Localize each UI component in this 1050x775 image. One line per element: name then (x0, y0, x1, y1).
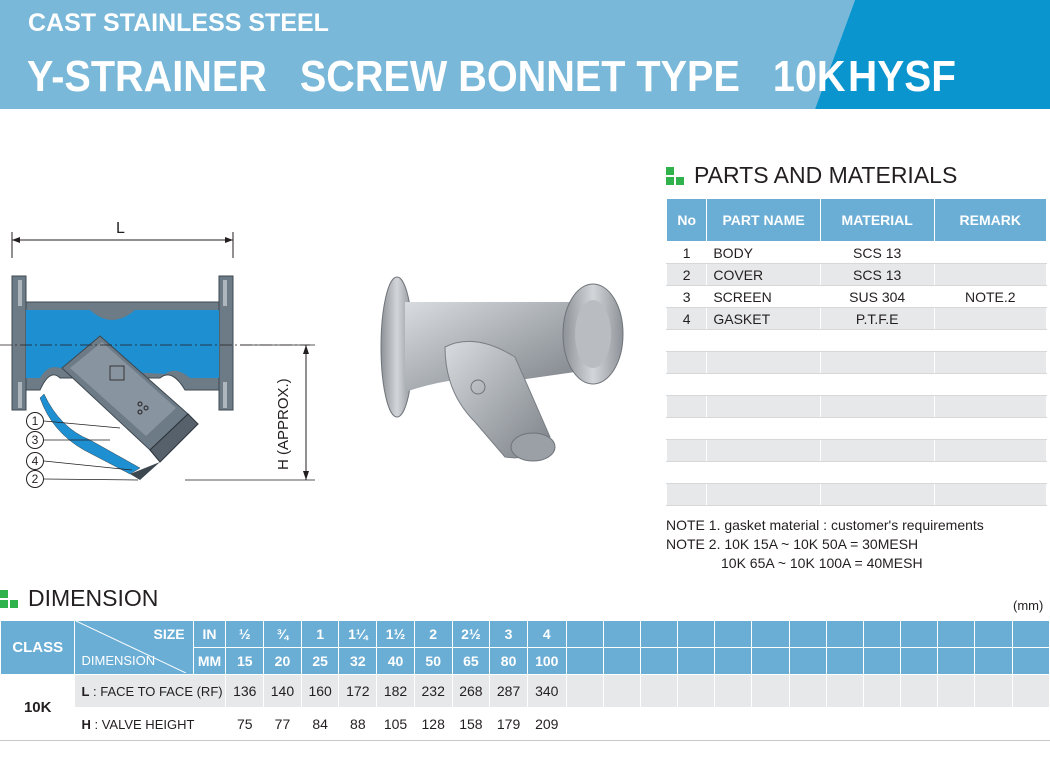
height-label: H (APPROX.) (275, 378, 292, 470)
parts-empty-cell (820, 330, 934, 352)
blank-header-cell (752, 621, 789, 648)
part-name: SCREEN (707, 286, 820, 308)
page-header (0, 0, 1050, 109)
parts-empty-cell (707, 374, 820, 396)
row-h-desc: : VALVE HEIGHT (90, 716, 195, 732)
blank-header-cell (938, 648, 975, 675)
size-mm-cell: 50 (414, 648, 452, 675)
notes (666, 516, 984, 573)
blank-header-cell (640, 648, 677, 675)
header-title: Y-STRAINER SCREW BONNET TYPE 10K (27, 52, 846, 101)
parts-empty-cell (707, 330, 820, 352)
part-remark (934, 264, 1046, 286)
parts-empty-cell (820, 374, 934, 396)
callout-1-label: 1 (31, 414, 39, 428)
parts-empty-row (667, 484, 1047, 506)
blank-cell (752, 675, 789, 708)
col-no: No (667, 199, 707, 242)
note-2: NOTE 2. 10K 15A ~ 10K 50A = 30MESH (666, 536, 919, 552)
parts-empty-row (667, 440, 1047, 462)
size-mm-cell: 65 (452, 648, 490, 675)
callout-1 (26, 412, 44, 430)
dimension-title (0, 585, 158, 612)
col-part-name: PART NAME (707, 199, 820, 242)
section-marker-icon (0, 590, 18, 608)
parts-empty-cell (667, 440, 707, 462)
parts-title (666, 162, 957, 189)
size-in-cell: 1 (301, 621, 339, 648)
size-mm-cell: 100 (527, 648, 566, 675)
parts-empty-cell (934, 462, 1046, 484)
blank-cell (603, 675, 640, 708)
blank-cell (826, 708, 863, 741)
part-no: 2 (667, 264, 707, 286)
row-l-key: L (81, 683, 90, 699)
value-h-cell: 84 (301, 708, 339, 741)
size-in-cell: 4 (527, 621, 566, 648)
part-material: SUS 304 (820, 286, 934, 308)
blank-header-cell (938, 621, 975, 648)
product-photo (375, 262, 625, 482)
value-l-cell: 287 (490, 675, 528, 708)
dimension-row-l (1, 675, 1050, 708)
blank-cell (863, 675, 900, 708)
parts-empty-cell (667, 462, 707, 484)
blank-cell (789, 675, 826, 708)
blank-header-cell (603, 621, 640, 648)
blank-cell (678, 708, 715, 741)
section-marker-icon (666, 167, 684, 185)
blank-header-cell (603, 648, 640, 675)
parts-empty-cell (707, 440, 820, 462)
blank-cell (1012, 708, 1049, 741)
parts-row (667, 308, 1047, 330)
parts-title-text: PARTS AND MATERIALS (694, 162, 958, 188)
blank-cell (566, 708, 603, 741)
blank-header-cell (826, 621, 863, 648)
size-in-cell: ¾ (264, 621, 302, 648)
parts-empty-row (667, 418, 1047, 440)
parts-empty-row (667, 352, 1047, 374)
blank-cell (938, 675, 975, 708)
parts-empty-row (667, 374, 1047, 396)
size-mm-cell: 15 (226, 648, 264, 675)
parts-empty-cell (934, 440, 1046, 462)
blank-header-cell (826, 648, 863, 675)
blank-cell (715, 708, 752, 741)
parts-empty-cell (820, 440, 934, 462)
blank-header-cell (678, 621, 715, 648)
blank-cell (938, 708, 975, 741)
value-h-cell: 75 (226, 708, 264, 741)
parts-empty-cell (934, 330, 1046, 352)
part-no: 3 (667, 286, 707, 308)
blank-header-cell (901, 621, 938, 648)
parts-empty-cell (667, 396, 707, 418)
part-no: 1 (667, 242, 707, 264)
parts-empty-row (667, 462, 1047, 484)
size-mm-cell: 80 (490, 648, 528, 675)
blank-header-cell (863, 621, 900, 648)
blank-cell (975, 675, 1012, 708)
parts-empty-cell (667, 418, 707, 440)
dimension-header: DIMENSION (75, 648, 193, 675)
note-2-continued: 10K 65A ~ 10K 100A = 40MESH (721, 555, 923, 571)
mm-header: MM (193, 648, 226, 675)
size-in-cell: 2 (414, 621, 452, 648)
blank-cell (1012, 675, 1049, 708)
blank-header-cell (715, 648, 752, 675)
parts-empty-row (667, 330, 1047, 352)
dimension-unit: (mm) (1013, 598, 1044, 613)
size-in-cell: 3 (490, 621, 528, 648)
parts-empty-cell (820, 462, 934, 484)
blank-cell (603, 708, 640, 741)
parts-empty-cell (934, 396, 1046, 418)
parts-empty-cell (707, 418, 820, 440)
value-l-cell: 268 (452, 675, 490, 708)
blank-cell (826, 675, 863, 708)
value-h-cell: 88 (339, 708, 377, 741)
blank-cell (566, 675, 603, 708)
part-name: COVER (707, 264, 820, 286)
part-material: P.T.F.E (820, 308, 934, 330)
blank-cell (901, 708, 938, 741)
length-label: L (116, 220, 125, 237)
header-model: HYSF (848, 52, 956, 101)
size-mm-cell: 40 (377, 648, 415, 675)
size-in-cell: 1½ (377, 621, 415, 648)
blank-cell (678, 675, 715, 708)
blank-header-cell (901, 648, 938, 675)
value-h-cell: 158 (452, 708, 490, 741)
blank-header-cell (1012, 621, 1049, 648)
row-l-label (75, 675, 226, 708)
part-no: 4 (667, 308, 707, 330)
value-l-cell: 160 (301, 675, 339, 708)
part-remark (934, 242, 1046, 264)
value-l-cell: 172 (339, 675, 377, 708)
blank-cell (789, 708, 826, 741)
value-l-cell: 140 (264, 675, 302, 708)
row-h-label (75, 708, 226, 741)
header-subtitle: CAST STAINLESS STEEL (28, 9, 329, 37)
parts-empty-cell (934, 352, 1046, 374)
parts-row (667, 264, 1047, 286)
blank-cell (752, 708, 789, 741)
size-mm-cell: 20 (264, 648, 302, 675)
dimension-row-h (1, 708, 1050, 741)
size-mm-cell: 25 (301, 648, 339, 675)
blank-header-cell (640, 621, 677, 648)
size-header-label: SIZE (153, 626, 185, 643)
part-name: BODY (707, 242, 820, 264)
blank-header-cell (566, 648, 603, 675)
parts-empty-cell (707, 484, 820, 506)
blank-cell (640, 708, 677, 741)
parts-empty-cell (820, 418, 934, 440)
parts-empty-cell (667, 484, 707, 506)
size-mm-cell: 32 (339, 648, 377, 675)
parts-empty-row (667, 396, 1047, 418)
blank-cell (975, 708, 1012, 741)
callout-3-label: 3 (31, 433, 39, 447)
blank-cell (715, 675, 752, 708)
part-material: SCS 13 (820, 264, 934, 286)
blank-cell (640, 675, 677, 708)
blank-cell (863, 708, 900, 741)
blank-header-cell (789, 621, 826, 648)
size-in-cell: ½ (226, 621, 264, 648)
parts-empty-cell (707, 396, 820, 418)
size-in-cell: 2½ (452, 621, 490, 648)
value-h-cell: 105 (377, 708, 415, 741)
parts-empty-cell (667, 352, 707, 374)
blank-header-cell (975, 621, 1012, 648)
callout-3 (26, 431, 44, 449)
value-l-cell: 232 (414, 675, 452, 708)
part-material: SCS 13 (820, 242, 934, 264)
parts-empty-cell (934, 374, 1046, 396)
blank-header-cell (715, 621, 752, 648)
blank-header-cell (1012, 648, 1049, 675)
blank-header-cell (789, 648, 826, 675)
callout-4-label: 4 (31, 454, 39, 468)
in-header: IN (193, 621, 226, 648)
parts-body (667, 242, 1047, 506)
parts-empty-cell (820, 484, 934, 506)
value-l-cell: 136 (226, 675, 264, 708)
parts-row (667, 242, 1047, 264)
parts-empty-cell (707, 462, 820, 484)
blank-header-cell (975, 648, 1012, 675)
value-l-cell: 182 (377, 675, 415, 708)
value-h-cell: 77 (264, 708, 302, 741)
dimension-title-text: DIMENSION (28, 585, 159, 611)
class-value: 10K (1, 675, 75, 741)
parts-empty-cell (820, 396, 934, 418)
class-header: CLASS (1, 621, 75, 675)
parts-empty-cell (667, 330, 707, 352)
callout-4 (26, 452, 44, 470)
blank-header-cell (566, 621, 603, 648)
part-name: GASKET (707, 308, 820, 330)
parts-header-row (667, 199, 1047, 242)
parts-table (666, 198, 1047, 506)
value-h-cell: 128 (414, 708, 452, 741)
parts-empty-cell (820, 352, 934, 374)
part-remark: NOTE.2 (934, 286, 1046, 308)
blank-cell (901, 675, 938, 708)
row-h-key: H (81, 716, 91, 732)
callout-2 (26, 470, 44, 488)
row-l-desc: : FACE TO FACE (RF) (89, 683, 223, 699)
size-in-cell: 1¼ (339, 621, 377, 648)
blank-header-cell (678, 648, 715, 675)
parts-empty-cell (934, 484, 1046, 506)
size-dimension-diagonal (76, 621, 186, 673)
parts-empty-cell (667, 374, 707, 396)
value-l-cell: 340 (527, 675, 566, 708)
col-material: MATERIAL (820, 199, 934, 242)
blank-header-cell (752, 648, 789, 675)
value-h-cell: 179 (490, 708, 528, 741)
parts-empty-cell (934, 418, 1046, 440)
col-remark: REMARK (934, 199, 1046, 242)
parts-empty-cell (707, 352, 820, 374)
value-h-cell: 209 (527, 708, 566, 741)
part-remark (934, 308, 1046, 330)
note-1: NOTE 1. gasket material : customer's requirements (666, 517, 984, 533)
callout-2-label: 2 (31, 472, 39, 486)
parts-row (667, 286, 1047, 308)
blank-header-cell (863, 648, 900, 675)
